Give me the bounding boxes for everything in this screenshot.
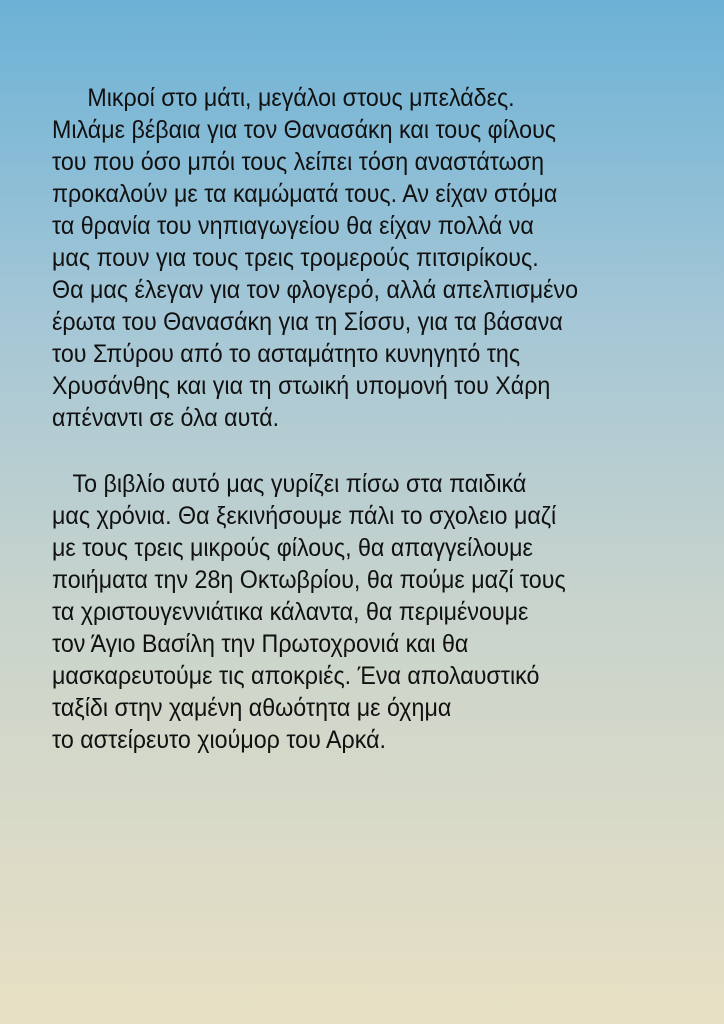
text-line: ποιήματα την 28η Οκτωβρίου, θα πούμε μαζί τους bbox=[52, 566, 566, 594]
text-line: Μιλάμε βέβαια για τον Θανασάκη και τους φίλους bbox=[52, 116, 556, 144]
blurb-text bbox=[52, 82, 712, 756]
paragraph-2 bbox=[52, 468, 712, 756]
text-line: Θα μας έλεγαν για τον φλογερό, αλλά απελπισμένο bbox=[52, 276, 579, 304]
text-line: ταξίδι στην χαμένη αθωότητα με όχημα bbox=[52, 694, 452, 722]
text-line: το αστείρευτο χιούμορ του Αρκά. bbox=[52, 726, 386, 754]
text-line: τον Άγιο Βασίλη την Πρωτοχρονιά και θα bbox=[52, 630, 469, 658]
text-line: έρωτα του Θανασάκη για τη Σίσσυ, για τα βάσανα bbox=[52, 308, 563, 336]
text-line: τα θρανία του νηπιαγωγείου θα είχαν πολλά να bbox=[52, 212, 534, 240]
text-line: του που όσο μπόι τους λείπει τόση αναστάτωση bbox=[52, 148, 545, 176]
text-line: τα χριστουγεννιάτικα κάλαντα, θα περιμένουμε bbox=[52, 598, 529, 626]
paragraph-spacer bbox=[52, 434, 712, 468]
text-line: Το βιβλίο αυτό μας γυρίζει πίσω στα παιδικά bbox=[72, 470, 527, 498]
text-line: απέναντι σε όλα αυτά. bbox=[52, 404, 280, 432]
text-line: προκαλούν με τα καμώματά τους. Αν είχαν στόμα bbox=[52, 180, 558, 208]
text-line: Μικροί στο μάτι, μεγάλοι στους μπελάδες. bbox=[87, 84, 515, 112]
text-line: μας πουν για τους τρεις τρομερούς πιτσιρίκους. bbox=[52, 244, 539, 272]
text-line: Χρυσάνθης και για τη στωική υπομονή του Χάρη bbox=[52, 372, 551, 400]
text-line: του Σπύρου από το ασταμάτητο κυνηγητό της bbox=[52, 340, 521, 368]
paragraph-1 bbox=[52, 82, 712, 434]
text-line: μας χρόνια. Θα ξεκινήσουμε πάλι το σχολειο μαζί bbox=[52, 502, 557, 530]
text-line: με τους τρεις μικρούς φίλους, θα απαγγείλουμε bbox=[52, 534, 533, 562]
text-line: μασκαρευτούμε τις αποκριές. Ένα απολαυστικό bbox=[52, 662, 540, 690]
